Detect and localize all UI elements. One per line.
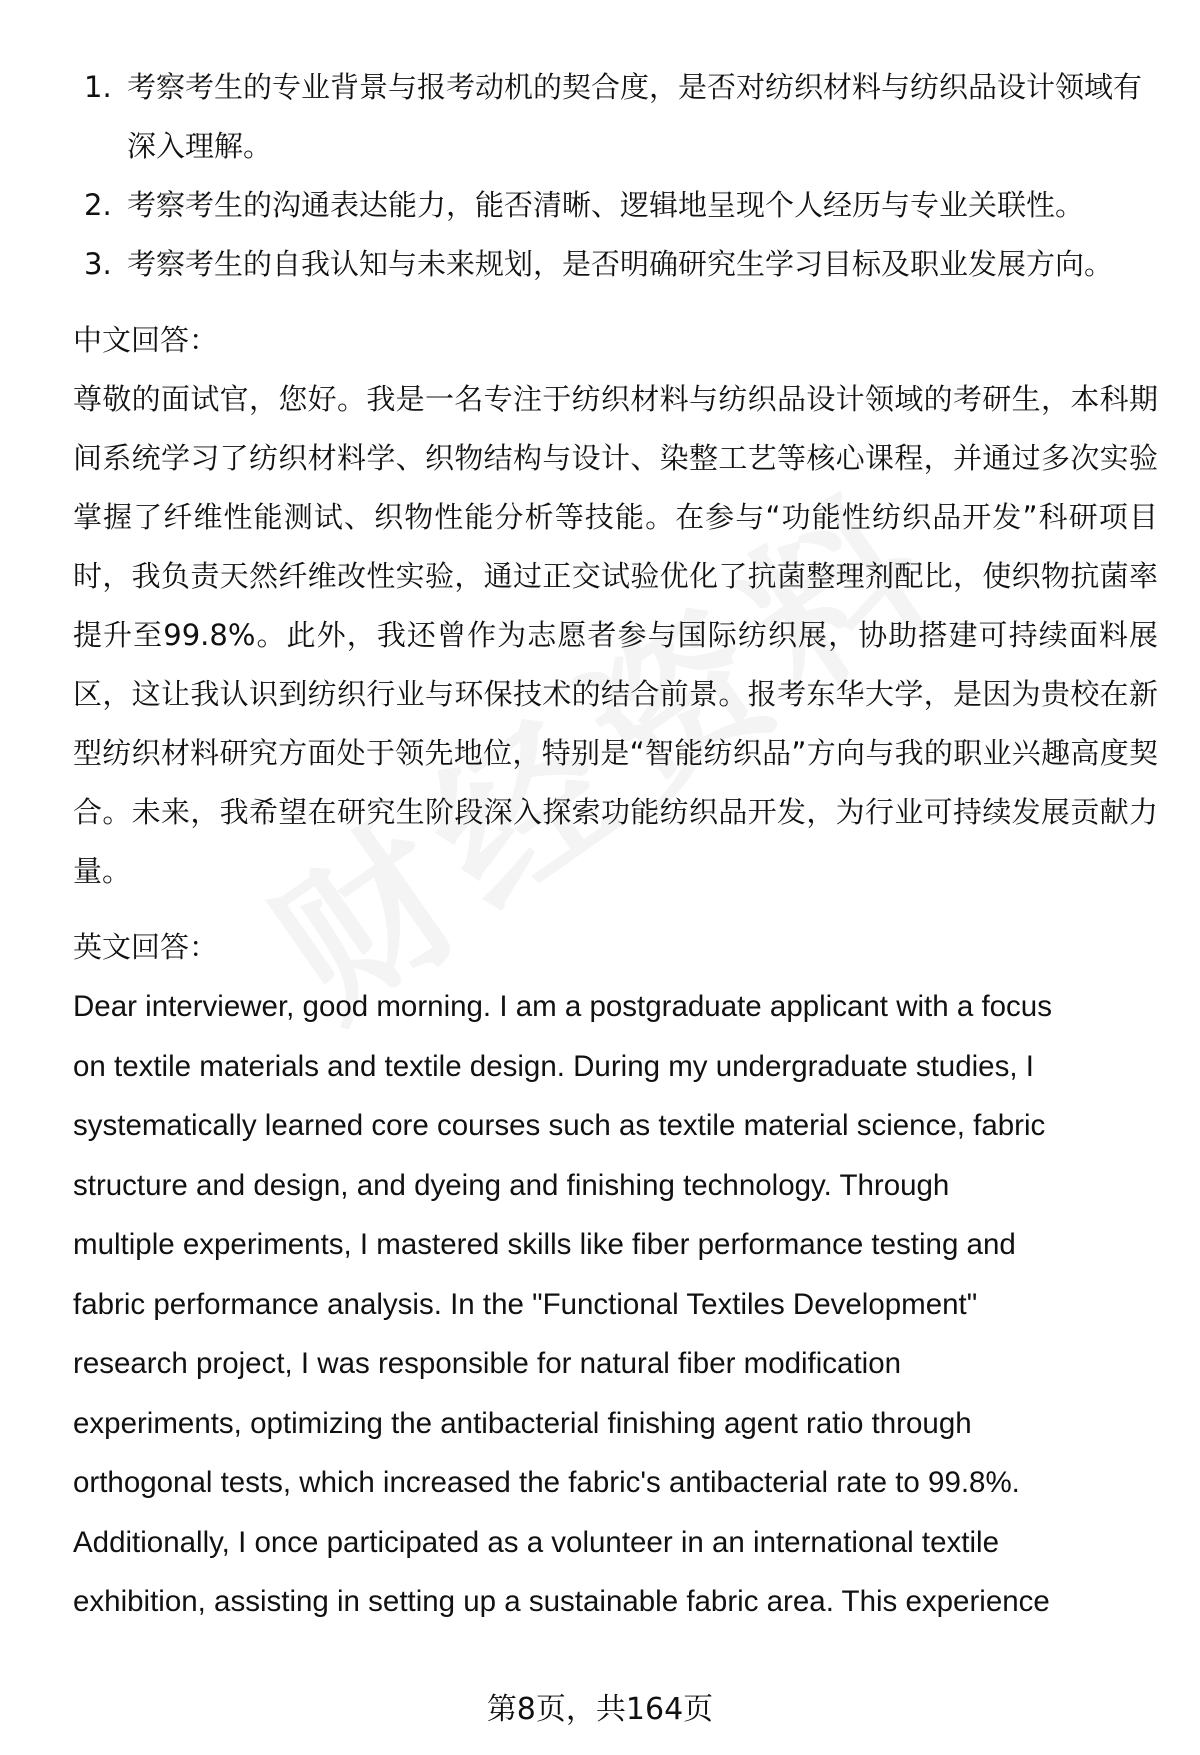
english-answer-text [73,977,1158,1632]
english-answer-line: Dear interviewer, good morning. I am a postgraduate applicant with a focus [73,990,1052,1023]
english-answer-line: Additionally, I once participated as a volunteer in an international textile [73,1525,999,1559]
criteria-item [73,58,1158,176]
chinese-answer-text: 尊敬的面试官，您好。我是一名专注于纺织材料与纺织品设计领域的考研生，本科期间系统学习了纺织材料学、织物结构与设计、染整工艺等核心课程，并通过多次实验掌握了纤维性能测试、织物性能分析等技能。在参与“功能性纺织品开发”科研项目时，我负责天然纤维改性实验，通过正交试验优化了抗菌整理剂配比，使织物抗菌率提升至99.8%。此外，我还曾作为志愿者参与国际纺织展，协助搭建可持续面料展区，这让我认识到纺织行业与环保技术的结合前景。报考东华大学，是因为贵校在新型纺织材料研究方面处于领先地位，特别是“智能纺织品”方向与我的职业兴趣高度契合。未来，我希望在研究生阶段深入探索功能纺织品开发，为行业可持续发展贡献力量。 [73,382,1158,888]
chinese-answer-label: 中文回答： [73,323,219,357]
criteria-text: 考察考生的专业背景与报考动机的契合度，是否对纺织材料与纺织品设计领域有深入理解。 [127,70,1143,163]
criteria-text: 考察考生的沟通表达能力，能否清晰、逻辑地呈现个人经历与专业关联性。 [127,188,1085,222]
criteria-number: 3. [84,247,112,281]
english-answer-line: experiments, optimizing the antibacterial finishing agent ratio through [73,1406,972,1440]
english-answer-line: orthogonal tests, which increased the fabric's antibacterial rate to 99.8%. [73,1466,1020,1499]
criteria-list [73,58,1158,294]
english-answer-line: multiple experiments, I mastered skills like fiber performance testing and [73,1228,1016,1261]
criteria-text: 考察考生的自我认知与未来规划，是否明确研究生学习目标及职业发展方向。 [127,247,1114,281]
criteria-number: 1. [84,70,112,104]
criteria-item [73,235,1158,294]
english-answer-line: exhibition, assisting in setting up a sustainable fabric area. This experience [73,1585,1050,1618]
english-answer-line: research project, I was responsible for natural fiber modification [73,1347,902,1380]
criteria-number: 2. [84,188,112,222]
english-answer-line: fabric performance analysis. In the "Functional Textiles Development" [73,1287,978,1321]
criteria-item [73,176,1158,235]
english-answer-label: 英文回答： [73,930,219,964]
page-content [73,58,1158,1632]
english-answer-line: on textile materials and textile design. During my undergraduate studies, I [73,1049,1034,1083]
english-answer-line: structure and design, and dyeing and finishing technology. Through [73,1168,950,1202]
english-answer-line: systematically learned core courses such as textile material science, fabric [73,1109,1046,1142]
page-number-footer: 第8页，共164页 [486,1692,714,1727]
